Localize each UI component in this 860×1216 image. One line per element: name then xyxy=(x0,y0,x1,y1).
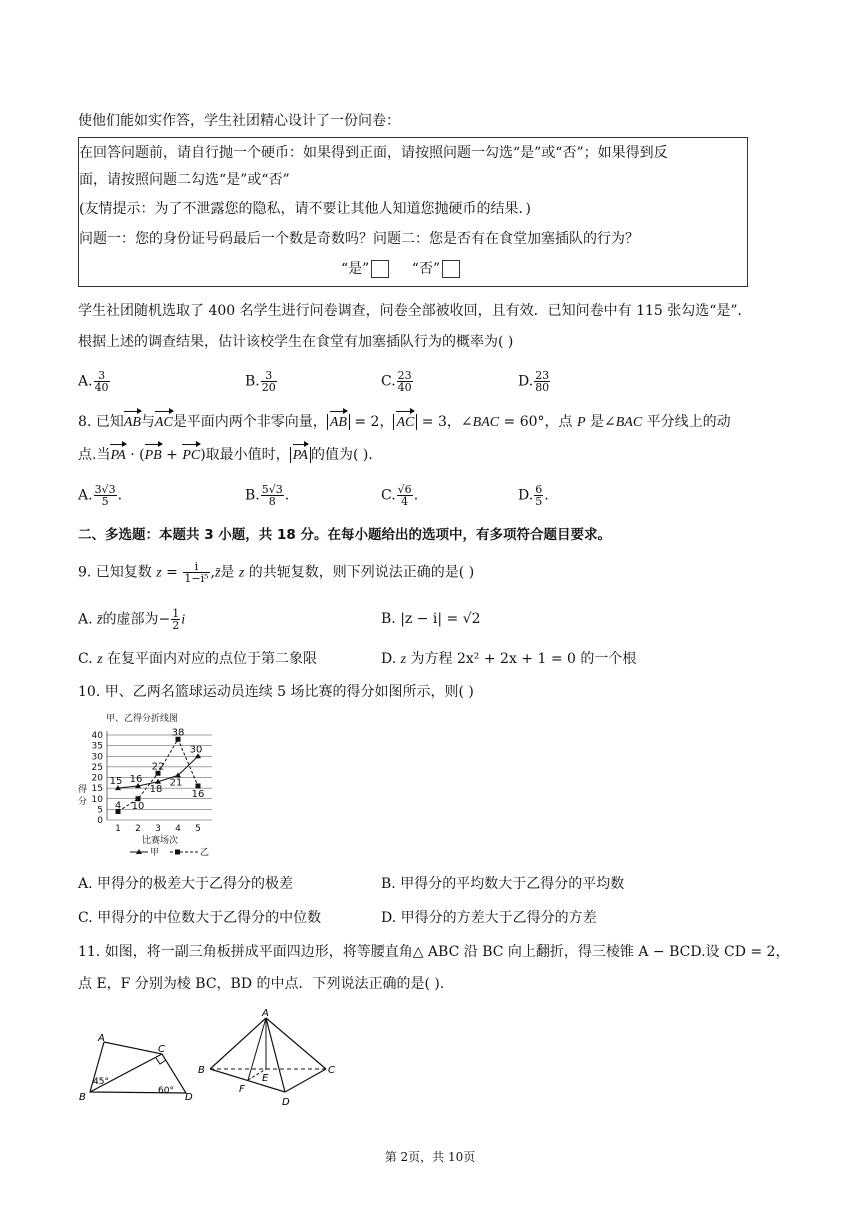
legend-jia-label: 甲 xyxy=(150,848,160,858)
q8-option-a: A. $\frac{3√3}{5}$ . xyxy=(78,483,123,508)
y-tick-label: 40 xyxy=(91,731,103,741)
yes-checkbox[interactable] xyxy=(371,260,389,278)
chart-x-ticks xyxy=(115,824,201,834)
label-c: C xyxy=(158,1044,165,1055)
q7-line-1: 学生社团随机选取了 400 名学生进行问卷调查，问卷全部被收回，且有效．已知问卷中有 115 张勾选“是”． xyxy=(78,303,752,319)
q9-stem: 9. 已知复数 z = $\frac{i}{\text{1−i⁵}}$ ,z̄是 z 的共轭复数，则下列说法正确的是( ) xyxy=(78,560,475,585)
page-footer: 第 2页，共 10页 xyxy=(384,1150,476,1164)
q7-line-2: 根据上述的调查结果，估计该校学生在食堂有加塞插队行为的概率为( ) xyxy=(78,334,514,350)
q10-option-b: B. 甲得分的平均数大于乙得分的平均数 xyxy=(381,876,625,892)
survey-box xyxy=(78,137,748,287)
series-yi-data-label: 16 xyxy=(191,789,205,800)
score-line-chart xyxy=(76,710,226,860)
q8-option-c: C. $\frac{√6}{4}$ . xyxy=(381,483,419,508)
q7-option-a: A. $\frac{3}{40}$ xyxy=(78,369,109,394)
label-a: A xyxy=(262,1008,269,1019)
y-tick-label: 0 xyxy=(97,816,103,826)
series-jia-data-label: 18 xyxy=(149,783,163,795)
label-f: F xyxy=(239,1084,245,1095)
q11-line-2: 点 E，F 分别为棱 BC，BD 的中点．下列说法正确的是( ). xyxy=(78,976,445,992)
q7-option-c: C. $\frac{23}{40}$ xyxy=(381,369,412,394)
q10-option-a: A. 甲得分的极差大于乙得分的极差 xyxy=(78,876,294,892)
legend-yi-label: 乙 xyxy=(200,848,210,858)
chart-x-label: 比赛场次 xyxy=(141,836,179,846)
y-tick-label: 25 xyxy=(91,762,103,773)
chart-title: 甲、乙得分折线图 xyxy=(105,714,179,724)
q8-line-2: 点.当PA · (PB + PC)取最小值时， PA 的值为( ). xyxy=(78,444,788,467)
q8-option-b: B. $\frac{5√3}{8}$ . xyxy=(245,483,290,508)
label-c: C xyxy=(328,1065,335,1076)
q10-option-d: D. 甲得分的方差大于乙得分的方差 xyxy=(381,910,597,926)
label-b: B xyxy=(79,1092,86,1103)
x-tick-label: 3 xyxy=(155,824,161,834)
label-d: D xyxy=(282,1097,290,1108)
q10-stem: 10. 甲、乙两名篮球运动员连续 5 场比赛的得分如图所示，则( ) xyxy=(78,684,474,700)
series-yi-data-label: 4 xyxy=(114,800,122,812)
y-tick-label: 10 xyxy=(91,794,103,805)
q8-option-d: D. $\frac{6}{5}$ . xyxy=(518,483,549,508)
tetrahedron-figure xyxy=(196,1006,346,1110)
y-tick-label: 30 xyxy=(91,752,103,763)
survey-line-1: 在回答问题前，请自行抛一个硬币：如果得到正面，请按照问题一勾选“是”或“否”；如果得到反 xyxy=(79,145,668,161)
angle-60-label: 60° xyxy=(158,1086,174,1096)
series-yi-data-label: 10 xyxy=(131,800,145,812)
y-tick-label: 15 xyxy=(91,784,103,795)
no-label: “否” xyxy=(411,261,441,277)
q7-option-b: B. $\frac{3}{20}$ xyxy=(245,369,276,394)
series-yi-data-label: 22 xyxy=(151,761,165,773)
x-tick-label: 2 xyxy=(135,824,141,834)
label-e: E xyxy=(262,1073,269,1084)
legend-yi-marker xyxy=(175,850,180,855)
survey-line-2: 面，请按照问题二勾选“是”或“否” xyxy=(79,172,290,188)
chart-y-ticks xyxy=(92,731,104,826)
quadrilateral-figure xyxy=(76,1028,206,1108)
section-heading: 二、多选题：本题共 3 小题，共 18 分。在每小题给出的选项中，有多项符合题目要求。 xyxy=(78,527,611,543)
label-b: B xyxy=(198,1065,205,1076)
series-jia-data-label: 16 xyxy=(129,774,143,785)
edge-ab xyxy=(210,1018,266,1069)
y-label-char: 得 xyxy=(78,785,88,795)
y-label-char: 分 xyxy=(78,797,88,807)
x-tick-label: 1 xyxy=(115,824,121,834)
q10-option-c: C. 甲得分的中位数大于乙得分的中位数 xyxy=(78,910,322,926)
survey-line-4: 问题一：您的身份证号码最后一个数是奇数吗？问题二：您是否有在食堂加塞插队的行为？ xyxy=(79,231,639,247)
answer-options xyxy=(341,259,468,279)
chart-series xyxy=(110,727,205,814)
series-jia-data-label: 21 xyxy=(169,777,183,789)
series-yi-data-label: 38 xyxy=(171,727,185,739)
x-tick-label: 5 xyxy=(195,824,201,834)
no-checkbox[interactable] xyxy=(442,260,460,278)
intro-text: 使他们能如实作答，学生社团精心设计了一份问卷： xyxy=(78,113,400,129)
yes-label: “是” xyxy=(341,261,370,277)
q7-option-d: D. $\frac{23}{80}$ xyxy=(518,369,550,394)
edge-ad xyxy=(266,1018,285,1092)
q9-option-d: D. z 为方程 2x² + 2x + 1 = 0 的一个根 xyxy=(381,651,637,667)
y-tick-label: 20 xyxy=(91,773,103,784)
chart-y-label xyxy=(78,784,87,807)
chart-legend xyxy=(130,847,209,858)
y-tick-label: 5 xyxy=(97,805,103,816)
series-jia-data-label: 15 xyxy=(109,776,123,788)
x-tick-label: 4 xyxy=(175,824,181,834)
survey-line-3: (友情提示：为了不泄露您的隐私，请不要让其他人知道您抛硬币的结果．) xyxy=(79,201,531,217)
edge-ac xyxy=(266,1018,326,1069)
series-jia-data-label: 30 xyxy=(189,744,203,756)
edge-bd xyxy=(210,1069,285,1092)
q11-line-1: 11. 如图，将一副三角板拼成平面四边形，将等腰直角△ ABC 沿 BC 向上翻折，得三棱锥 A − BCD.设 CD = 2， xyxy=(78,944,790,960)
label-a: A xyxy=(98,1033,105,1044)
label-d: D xyxy=(185,1092,193,1103)
edge-dc xyxy=(285,1069,326,1092)
angle-45-label: 45° xyxy=(93,1077,109,1087)
series-yi-point xyxy=(196,784,201,789)
q9-option-a: A. z̄的虚部为− $\frac{1}{2}$ i xyxy=(78,607,186,632)
q9-option-c: C. z 在复平面内对应的点位于第二象限 xyxy=(78,651,318,667)
q8-line-1: 8. 已知AB与AC是平面内两个非零向量， AB = 2， AC = 3，∠BAC = 60°，点 P 是∠BAC 平分线上的动 xyxy=(78,411,788,434)
q9-option-b: B. |z − i| = √2 xyxy=(381,611,481,627)
y-tick-label: 35 xyxy=(91,741,103,752)
